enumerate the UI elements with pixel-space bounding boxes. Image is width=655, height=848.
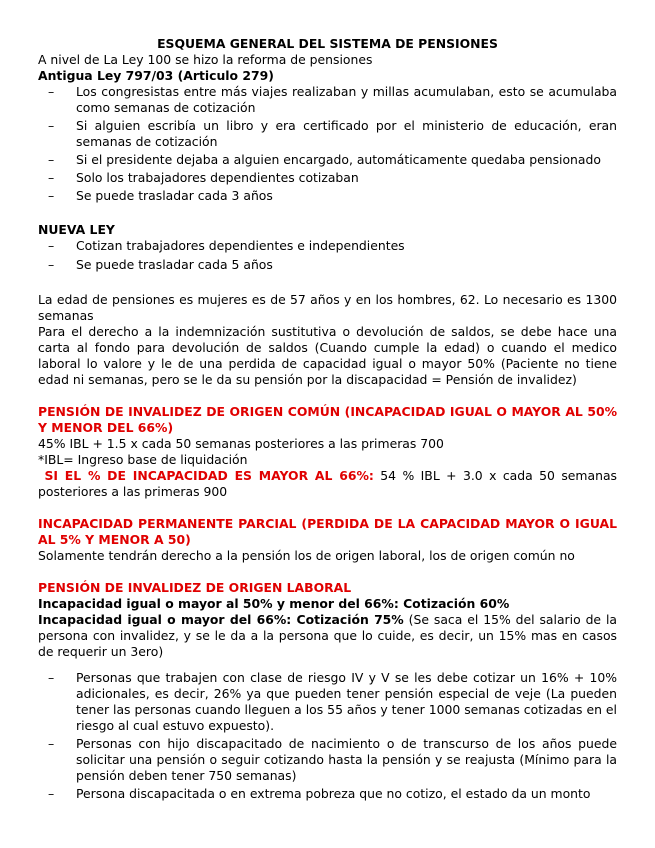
labor-origin-line1: Incapacidad igual o mayor al 50% y menor del 66%: Cotización 60% (38, 596, 510, 611)
partial-heading: INCAPACIDAD PERMANENTE PARCIAL (PERDIDA DE LA CAPACIDAD MAYOR O IGUAL AL 5% Y MENOR A 50) (38, 516, 617, 547)
partial-text: Solamente tendrán derecho a la pensión los de origen laboral, los de origen común no (38, 548, 575, 563)
list-item: – Personas con hijo discapacitado de nacimiento o de transcurso de los años puede solicitar una pensión o seguir cotizando hasta la pensión y se reajusta (Mínimo para la pensión deben tener 750 semanas) (48, 736, 617, 783)
new-law-heading: NUEVA LEY (38, 222, 115, 237)
dash-bullet: – (48, 152, 55, 167)
dash-bullet: – (48, 238, 55, 253)
list-item: – Se puede trasladar cada 3 años (48, 188, 273, 203)
age-paragraph: La edad de pensiones es mujeres es de 57 años y en los hombres, 62. Lo necesario es 1300 semanas (38, 292, 617, 323)
common-origin-heading: PENSIÓN DE INVALIDEZ DE ORIGEN COMÚN (INCAPACIDAD IGUAL O MAYOR AL 50% Y MENOR DEL 66%) (38, 404, 617, 435)
document-title: ESQUEMA GENERAL DEL SISTEMA DE PENSIONES (157, 36, 498, 51)
final-list (38, 670, 617, 802)
over66-text: 54 % IBL + 3.0 x cada 50 semanas posteriores a las primeras 900 (38, 468, 617, 499)
intro-line: A nivel de La Ley 100 se hizo la reforma de pensiones (38, 52, 373, 67)
over66-label: SI EL % DE INCAPACIDAD ES MAYOR AL 66%: (44, 468, 374, 483)
list-item: – Personas que trabajen con clase de riesgo IV y V se les debe cotizar un 16% + 10% adicionales, es decir, 26% ya que pueden tener pensión especial de veje (La pueden tener las personas cuando lleguen a los 55 años y tener 1000 semanas cotizadas en el riesgo al cual estuvo expuesto). (48, 670, 617, 733)
list-item: – Cotizan trabajadores dependientes e independientes (48, 238, 405, 253)
list-item: – Persona discapacitada o en extrema pobreza que no cotizo, el estado da un monto (48, 786, 591, 801)
list-item: – Se puede trasladar cada 5 años (48, 257, 273, 272)
dash-bullet: – (48, 84, 55, 99)
old-law-list (38, 84, 617, 204)
dash-bullet: – (48, 188, 55, 203)
dash-bullet: – (48, 257, 55, 272)
dash-bullet: – (48, 786, 55, 801)
list-item: – Solo los trabajadores dependientes cotizaban (48, 170, 359, 185)
indemnization-paragraph: Para el derecho a la indemnización sustitutiva o devolución de saldos, se debe hace una carta al fondo para devolución de saldos (Cuando cumple la edad) o cuando el medico laboral lo valore y le de una perdida de capacidad igual o mayor 50% (Paciente no tiene edad ni semanas, pero se le da su pensión por la discapacidad = Pensión de invalidez) (38, 324, 617, 387)
dash-bullet: – (48, 670, 55, 685)
common-origin-formula: 45% IBL + 1.5 x cada 50 semanas posteriores a las primeras 700 (38, 436, 444, 451)
list-item: – Los congresistas entre más viajes realizaban y millas acumulaban, esto se acumulaba como semanas de cotización (48, 84, 617, 115)
labor-origin-line2: Incapacidad igual o mayor del 66%: Cotización 75% (Se saca el 15% del salario de la persona con invalidez, y se le da a la persona que lo cuide, es decir, un 15% mas en casos de requerir un 3ero) (38, 612, 617, 659)
over66-paragraph (38, 468, 617, 500)
ibl-note: *IBL= Ingreso base de liquidación (38, 452, 248, 467)
list-item: – Si alguien escribía un libro y era certificado por el ministerio de educación, eran semanas de cotización (48, 118, 617, 149)
labor-origin-heading: PENSIÓN DE INVALIDEZ DE ORIGEN LABORAL (38, 580, 352, 595)
list-item: – Si el presidente dejaba a alguien encargado, automáticamente quedaba pensionado (48, 152, 601, 167)
dash-bullet: – (48, 170, 55, 185)
dash-bullet: – (48, 118, 55, 133)
document-page (38, 36, 617, 804)
new-law-list (38, 238, 617, 273)
old-law-heading: Antigua Ley 797/03 (Articulo 279) (38, 68, 274, 83)
dash-bullet: – (48, 736, 55, 751)
